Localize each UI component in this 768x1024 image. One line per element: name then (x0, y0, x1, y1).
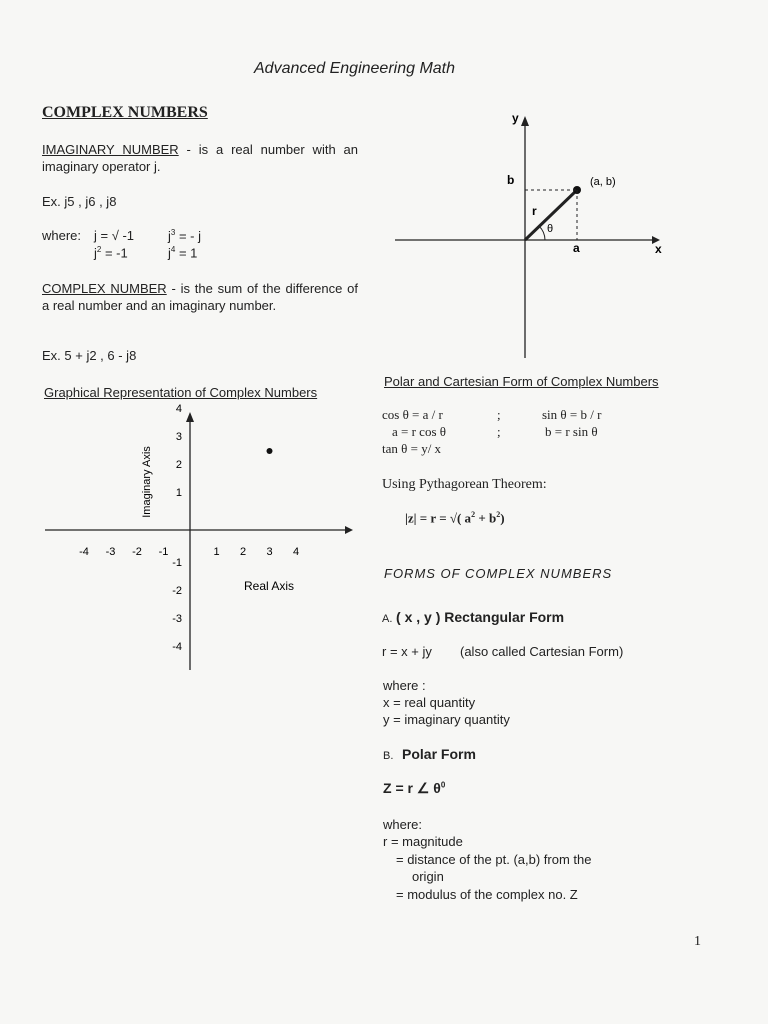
equation-j4: $j^4 = 1$ (168, 245, 198, 261)
imaginary-number-term: IMAGINARY NUMBER (42, 142, 179, 157)
form-b-modulus: = modulus of the complex no. Z (396, 887, 578, 902)
complex-plane-graph (0, 400, 370, 680)
y-tick-label: -4 (172, 641, 182, 653)
imaginary-axis-label: Imaginary Axis (141, 446, 153, 518)
complex-number-text: - is the sum of the difference of a real number and an imaginary number. (42, 281, 358, 313)
a-equation: a = r cos θ (392, 424, 446, 439)
where-label: where: (42, 228, 82, 243)
x-axis-label: x (655, 242, 662, 256)
complex-number-term: COMPLEX NUMBER (42, 281, 167, 296)
form-b-marker: B. (383, 750, 394, 762)
form-b-distance: = distance of the pt. (a,b) from the (396, 852, 592, 867)
section-heading-complex-numbers: COMPLEX NUMBERS (42, 104, 208, 121)
pythagorean-equation: |z| = r = √( $a^2 + b^2$) (405, 510, 505, 526)
page-number: 1 (694, 934, 701, 949)
sin-equation: sin θ = b / r (542, 407, 602, 422)
y-axis-arrow (521, 116, 529, 126)
equation-j3: $j^3$ = - j (168, 228, 201, 244)
x-tick-label: -4 (79, 546, 89, 558)
pythagorean-label: Using Pythagorean Theorem: (382, 477, 547, 492)
form-a-marker: A. (382, 613, 393, 625)
x-tick-label: 4 (292, 546, 300, 558)
imaginary-axis-arrow (186, 412, 194, 422)
form-b (383, 746, 476, 762)
y-axis-label: y (512, 111, 519, 125)
form-a-x: x = real quantity (383, 695, 476, 710)
y-tick-labels (172, 403, 182, 653)
real-axis-arrow (345, 526, 353, 534)
equation-j2: $j^2 = -1$ (94, 245, 128, 261)
theta-arc (539, 226, 545, 240)
y-tick-label: 4 (175, 403, 182, 415)
b-label: b (507, 173, 515, 187)
r-label: r (532, 204, 537, 218)
form-b-r: r = magnitude (383, 834, 463, 849)
equation-j: j = √ -1 (94, 228, 135, 243)
x-tick-label: -3 (105, 546, 116, 558)
form-a-where: where : (383, 678, 426, 693)
y-tick-label: -3 (172, 613, 182, 625)
x-tick-label: 2 (239, 546, 247, 558)
y-tick-label: 2 (175, 459, 182, 471)
point-ab-label: (a, b) (590, 176, 616, 188)
imaginary-number-text: - is a real number with an imaginary operator j. (42, 142, 358, 174)
imaginary-number-definition (42, 141, 358, 175)
form-b-where: where: (383, 817, 423, 832)
complex-number-definition (42, 280, 358, 314)
polar-diagram (390, 110, 680, 365)
form-b-equation: Z = r ∠ $\theta^0$ (383, 780, 446, 796)
form-a-equation: r = x + jy (382, 644, 432, 659)
graph-heading: Graphical Representation of Complex Numbers (44, 385, 318, 400)
form-a-title: ( x , y ) Rectangular Form (396, 609, 565, 625)
form-b-title: Polar Form (402, 746, 476, 762)
form-b-origin: origin (412, 869, 444, 884)
separator-2: ; (497, 424, 501, 439)
complex-examples: Ex. 5 + j2 , 6 - j8 (42, 348, 137, 363)
a-label: a (573, 241, 580, 255)
tan-equation: tan θ = y/ x (382, 441, 442, 456)
polar-cartesian-heading: Polar and Cartesian Form of Complex Numbers (384, 374, 659, 389)
y-tick-label: -1 (172, 557, 182, 569)
x-tick-labels (79, 546, 299, 558)
form-a-note: (also called Cartesian Form) (460, 644, 624, 659)
page-title: Advanced Engineering Math (254, 60, 456, 77)
y-tick-label: -2 (172, 585, 182, 597)
x-tick-label: -1 (158, 546, 169, 558)
cos-equation: cos θ = a / r (382, 407, 443, 422)
separator-1: ; (497, 407, 501, 422)
form-a-y: y = imaginary quantity (383, 712, 510, 727)
y-tick-label: 3 (175, 431, 182, 443)
plotted-point (267, 448, 273, 454)
imaginary-examples: Ex. j5 , j6 , j8 (42, 194, 117, 209)
b-equation: b = r sin θ (545, 424, 598, 439)
form-a (382, 609, 564, 625)
x-tick-label: -2 (132, 546, 142, 558)
y-tick-label: 1 (175, 487, 182, 499)
forms-heading: FORMS OF COMPLEX NUMBERS (384, 566, 613, 581)
x-tick-label: 3 (266, 546, 273, 558)
real-axis-label: Real Axis (244, 579, 295, 593)
x-tick-label: 1 (213, 546, 220, 558)
theta-label: θ (547, 223, 554, 235)
